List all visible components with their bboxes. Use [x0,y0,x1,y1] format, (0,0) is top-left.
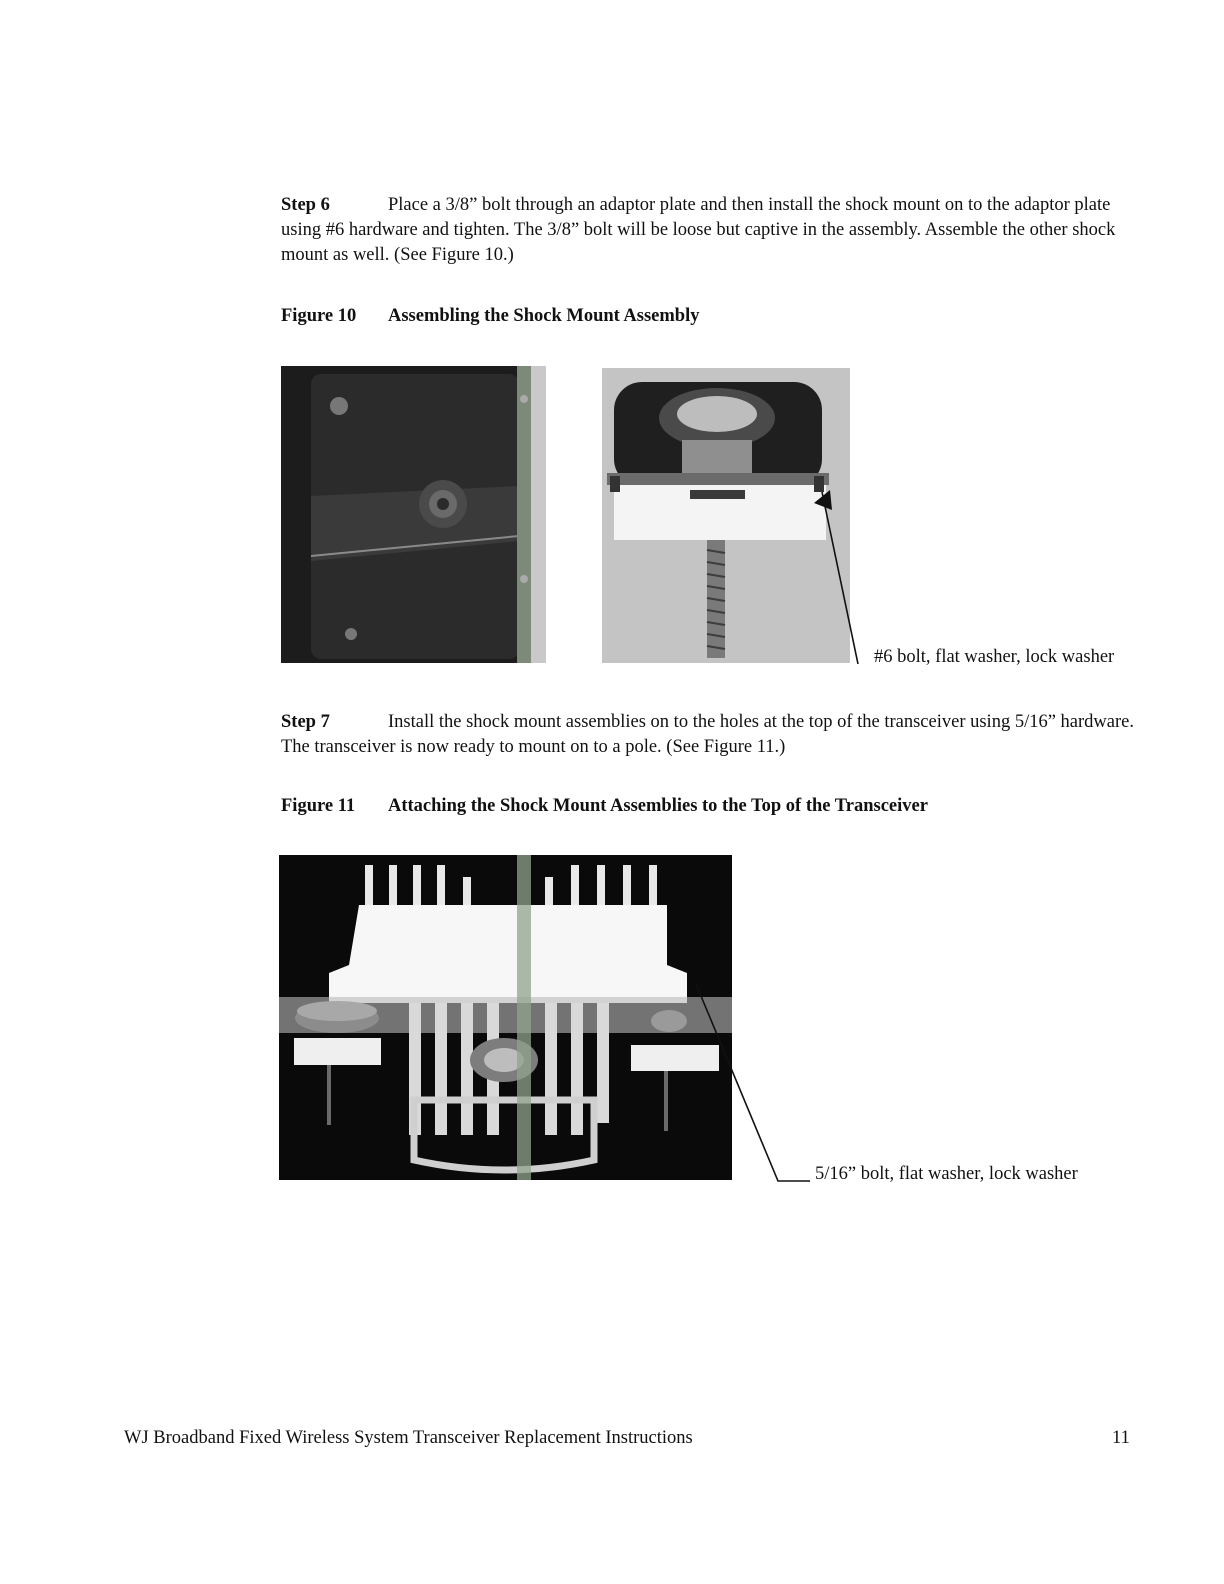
step-7-text: Install the shock mount assemblies on to the holes at the top of the transceiver using 5/16” hardware. The transceiver is now ready to mount on to a pole. (See Figure 11.) [281,712,1134,757]
page-number: 11 [1112,1428,1130,1448]
figure-11-callout: 5/16” bolt, flat washer, lock washer [815,1164,1078,1184]
adaptor-plate-photo [281,366,546,663]
step-7-label: Step 7 [281,712,330,732]
step-6-label: Step 6 [281,195,330,215]
figure-10-callout: #6 bolt, flat washer, lock washer [874,647,1115,667]
figure-11-title: Attaching the Shock Mount Assemblies to the Top of the Transceiver [388,796,928,816]
step-6-paragraph [281,193,1141,268]
figure-11-number: Figure 11 [281,796,356,816]
shock-mount-photo [602,368,850,663]
figure-11-caption [281,796,928,817]
step-6-text: Place a 3/8” bolt through an adaptor plate and then install the shock mount on to the adaptor plate using #6 hardware and tighten. The 3/8” bolt will be loose but captive in the assembly. Assemble the other shock mount as well. (See Figure 10.) [281,195,1116,265]
footer-title: WJ Broadband Fixed Wireless System Transceiver Replacement Instructions [124,1428,693,1448]
figure-10-caption [281,306,699,327]
transceiver-top-photo [279,855,732,1180]
figure-10-number: Figure 10 [281,306,357,326]
figure-10-title: Assembling the Shock Mount Assembly [388,306,700,326]
step-7-paragraph [281,710,1141,760]
